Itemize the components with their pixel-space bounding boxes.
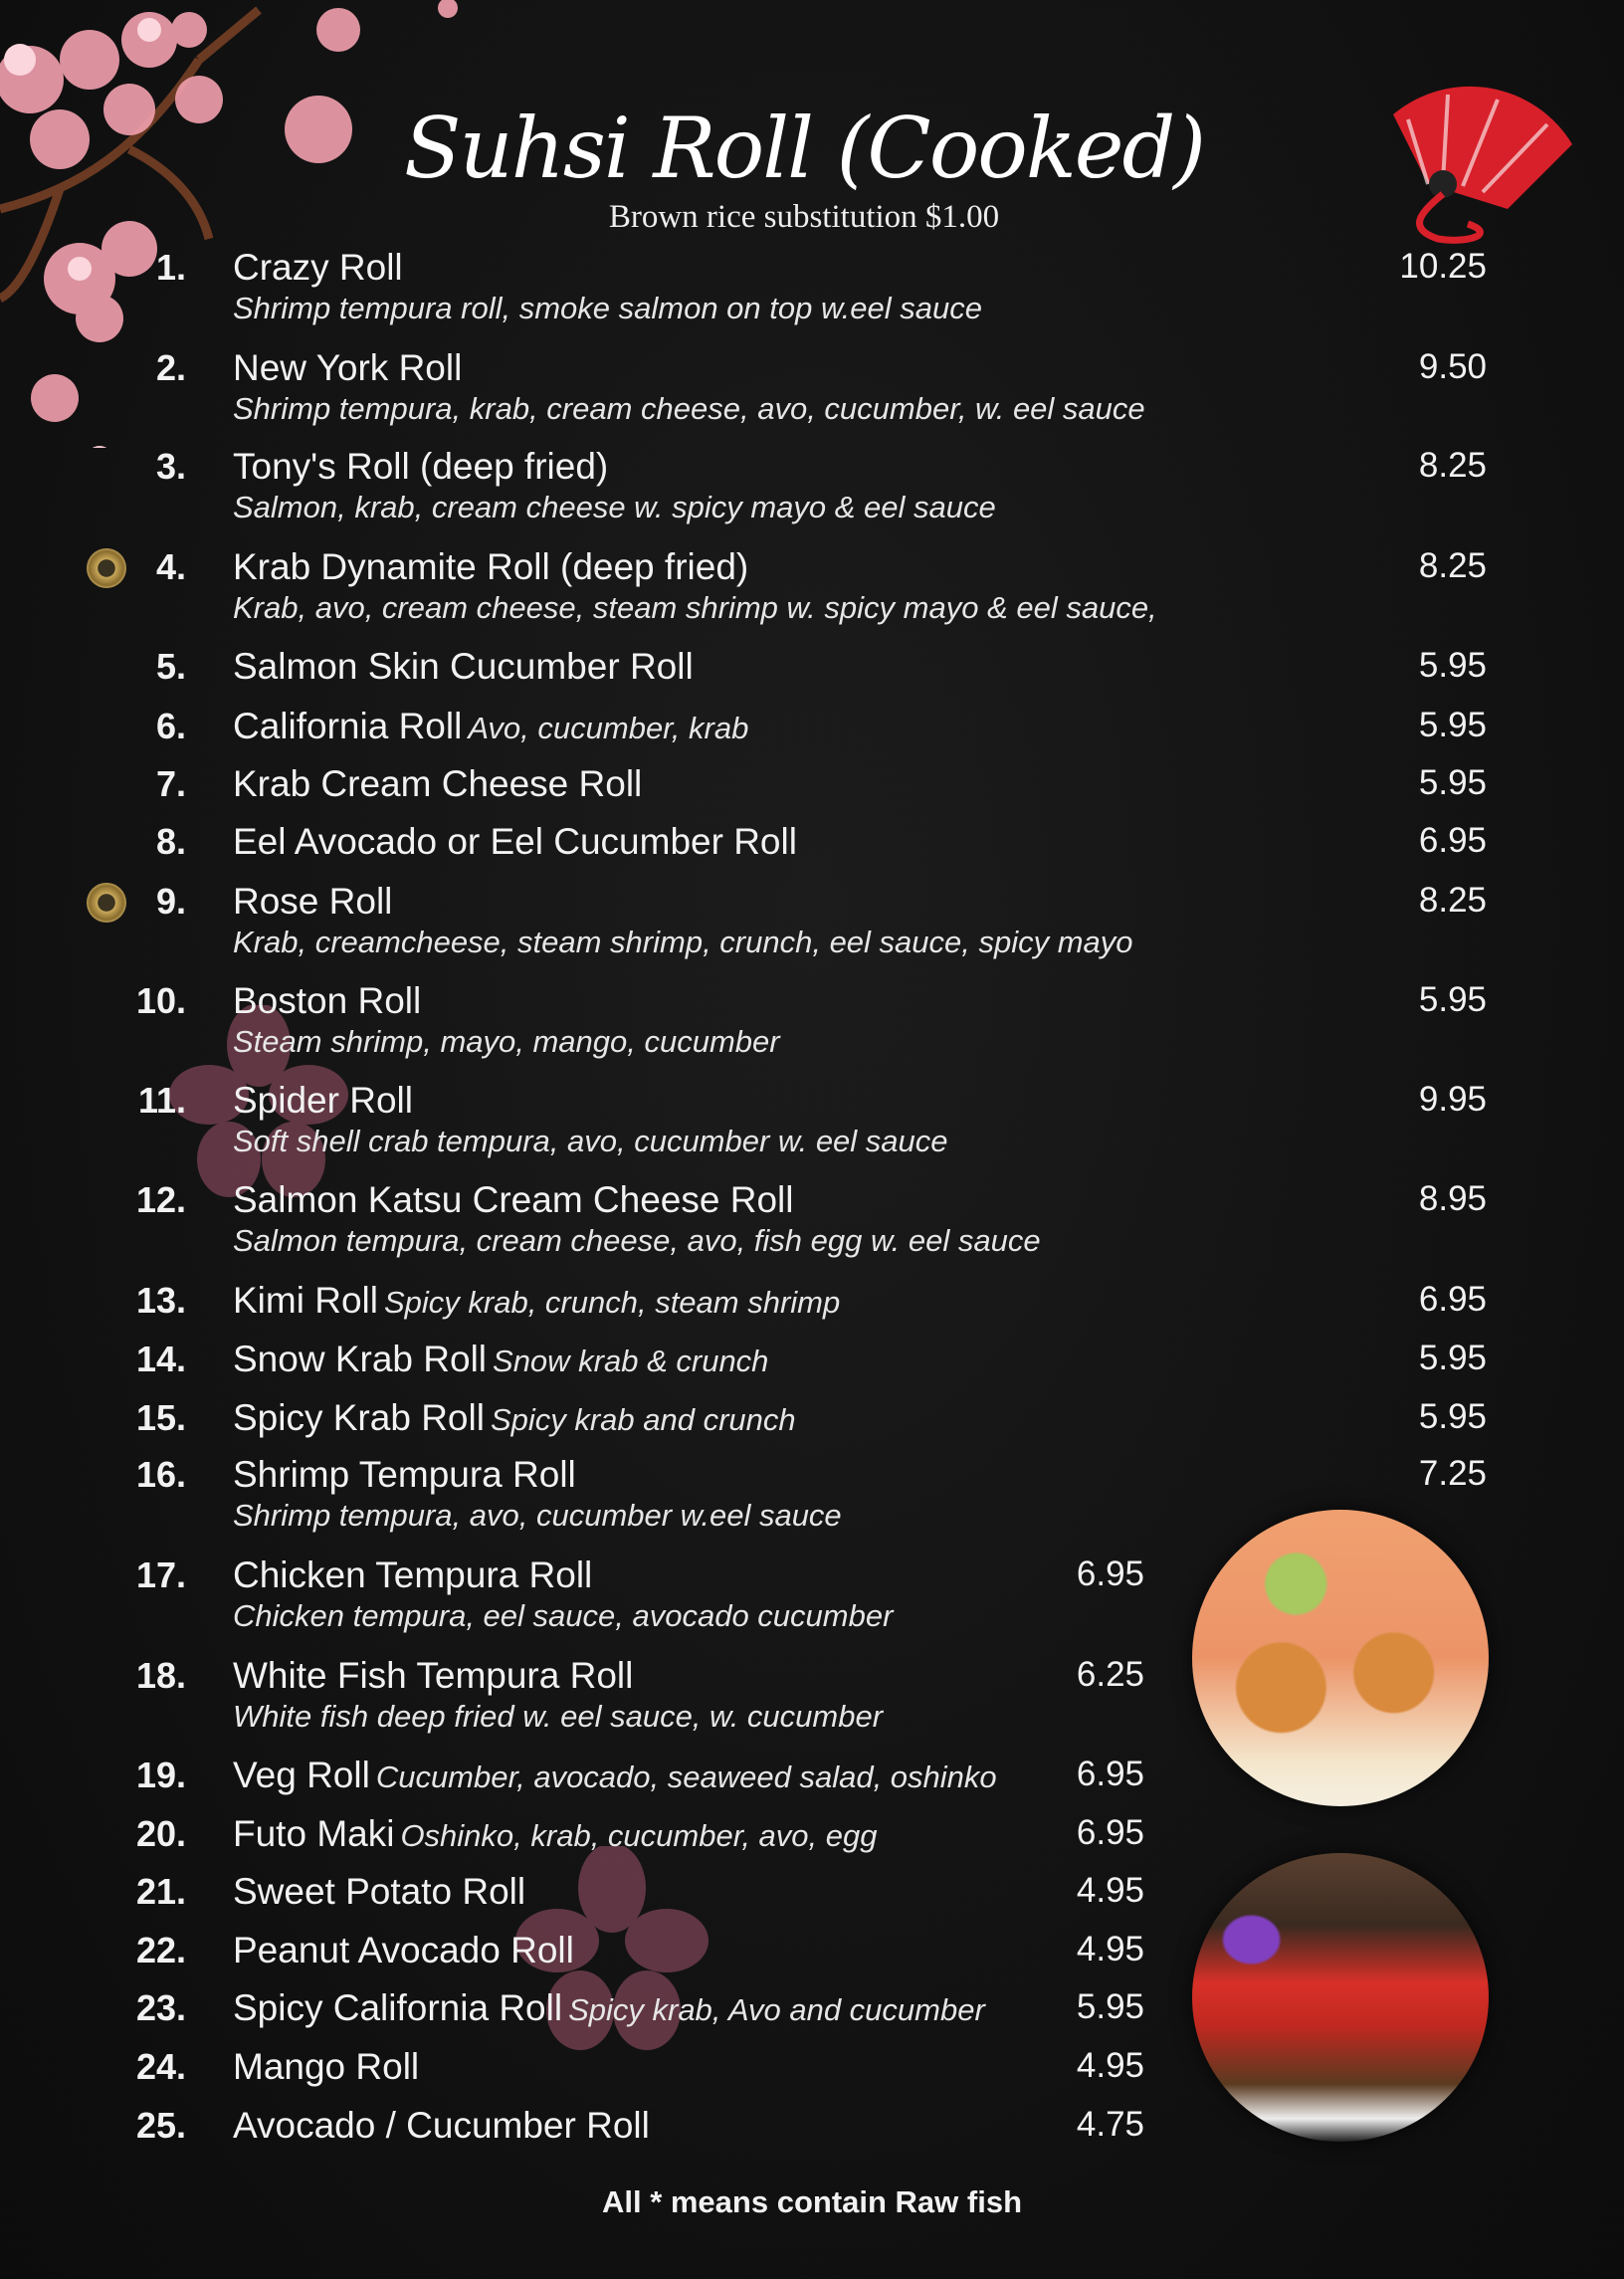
item-name [233, 247, 403, 289]
item-description: Shrimp tempura roll, smoke salmon on top w.eel sauce [233, 291, 982, 325]
item-description: Spicy krab and crunch [490, 1402, 796, 1437]
item-price: 7.25 [1418, 1454, 1487, 1493]
item-description: Cucumber, avocado, seaweed salad, oshinko [375, 1760, 997, 1794]
item-name [233, 1871, 525, 1913]
item-description: Salmon tempura, cream cheese, avo, fish egg w. eel sauce [233, 1223, 1041, 1258]
item-name-text: Futo Maki [233, 1813, 395, 1854]
item-name-text: Salmon Skin Cucumber Roll [233, 646, 694, 687]
item-name-text: Sweet Potato Roll [233, 1871, 526, 1912]
item-number: 18. [135, 1655, 186, 1696]
item-price: 6.95 [1418, 821, 1487, 860]
item-description: Krab, creamcheese, steam shrimp, crunch, eel sauce, spicy mayo [233, 925, 1133, 959]
item-name-text: White Fish Tempura Roll [233, 1655, 634, 1696]
item-number: 15. [135, 1397, 186, 1438]
item-price: 4.75 [1076, 2105, 1144, 2144]
item-description: Chicken tempura, eel sauce, avocado cucumber [233, 1598, 894, 1633]
item-description: Shrimp tempura, krab, cream cheese, avo, cucumber, w. eel sauce [233, 391, 1145, 426]
sushi-photo-tuna-roll [1192, 1853, 1489, 2142]
item-number: 7. [155, 763, 186, 804]
item-name [233, 1280, 840, 1322]
item-name-text: Eel Avocado or Eel Cucumber Roll [233, 821, 797, 862]
item-name-text: Kimi Roll [233, 1280, 378, 1321]
sushi-photo-salmon-roll [1192, 1510, 1489, 1806]
item-name-text: New York Roll [233, 347, 463, 388]
item-name-text: Boston Roll [233, 980, 422, 1021]
item-name-text: Spicy California Roll [233, 1987, 563, 2028]
item-name-text: Crazy Roll [233, 247, 403, 288]
item-description: Oshinko, krab, cucumber, avo, egg [400, 1818, 878, 1853]
item-number: 24. [135, 2046, 186, 2087]
item-name-text: Shrimp Tempura Roll [233, 1454, 576, 1495]
raw-fish-note: All * means contain Raw fish [601, 2184, 1023, 2219]
item-price: 5.95 [1418, 1339, 1487, 1377]
item-number: 6. [155, 706, 186, 746]
item-name-text: Spicy Krab Roll [233, 1397, 485, 1438]
item-number: 3. [155, 446, 186, 487]
item-name-text: Salmon Katsu Cream Cheese Roll [233, 1179, 794, 1220]
item-number: 9. [155, 881, 186, 922]
item-name [233, 2105, 650, 2147]
item-price: 4.95 [1076, 2046, 1144, 2085]
item-number: 22. [135, 1930, 186, 1970]
item-name-text: Chicken Tempura Roll [233, 1554, 593, 1595]
item-name [233, 546, 748, 588]
item-price: 5.95 [1076, 1987, 1144, 2026]
item-price: 8.25 [1418, 446, 1487, 485]
item-price: 10.25 [1399, 247, 1487, 286]
brown-rice-note: Brown rice substitution $1.00 [608, 199, 1000, 235]
item-price: 4.95 [1076, 1871, 1144, 1910]
item-number: 25. [135, 2105, 186, 2146]
item-number: 20. [135, 1813, 186, 1854]
item-name-text: Veg Roll [233, 1755, 370, 1795]
item-price: 6.95 [1076, 1813, 1144, 1852]
item-name [233, 1080, 413, 1122]
item-name [233, 1179, 793, 1221]
item-number: 10. [135, 980, 186, 1021]
item-name [233, 821, 797, 863]
item-price: 4.95 [1076, 1930, 1144, 1968]
item-name [233, 1813, 877, 1855]
item-name [233, 881, 392, 923]
item-price: 8.25 [1418, 546, 1487, 585]
item-description: Soft shell crab tempura, avo, cucumber w. eel sauce [233, 1124, 948, 1158]
item-price: 8.25 [1418, 881, 1487, 920]
item-name-text: Mango Roll [233, 2046, 420, 2087]
item-price: 5.95 [1418, 706, 1487, 744]
item-price: 5.95 [1418, 646, 1487, 685]
item-description: Spicy krab, Avo and cucumber [568, 1992, 985, 2027]
item-description: Steam shrimp, mayo, mango, cucumber [233, 1024, 780, 1059]
item-number: 11. [137, 1080, 186, 1121]
coin-icon [87, 883, 126, 923]
item-description: White fish deep fried w. eel sauce, w. cucumber [233, 1699, 884, 1734]
item-number: 13. [135, 1280, 186, 1321]
item-name-text: Snow Krab Roll [233, 1339, 488, 1379]
item-price: 5.95 [1418, 980, 1487, 1019]
item-price: 5.95 [1418, 1397, 1487, 1436]
item-name [233, 446, 608, 488]
item-name [233, 1987, 985, 2029]
item-price: 9.50 [1418, 347, 1487, 386]
item-name [233, 980, 421, 1022]
item-number: 23. [135, 1987, 186, 2028]
item-number: 5. [155, 646, 186, 687]
item-name [233, 706, 748, 747]
page-title: Suhsi Roll (Cooked) [403, 100, 1204, 197]
item-number: 14. [135, 1339, 186, 1379]
item-name [233, 347, 462, 389]
item-name-text: Krab Dynamite Roll (deep fried) [233, 546, 749, 587]
item-number: 8. [155, 821, 186, 862]
item-price: 8.95 [1418, 1179, 1487, 1218]
item-description: Avo, cucumber, krab [468, 711, 749, 745]
item-price: 6.95 [1076, 1554, 1144, 1593]
item-name [233, 1930, 574, 1971]
item-number: 1. [155, 247, 186, 288]
item-name-text: Rose Roll [233, 881, 393, 922]
item-number: 12. [135, 1179, 186, 1220]
item-number: 19. [135, 1755, 186, 1795]
item-name [233, 1554, 592, 1596]
item-price: 6.25 [1076, 1655, 1144, 1694]
item-number: 2. [155, 347, 186, 388]
item-name-text: Krab Cream Cheese Roll [233, 763, 643, 804]
item-name-text: Avocado / Cucumber Roll [233, 2105, 650, 2146]
item-name [233, 1454, 576, 1496]
item-name [233, 2046, 419, 2088]
item-number: 17. [135, 1554, 186, 1595]
item-description: Shrimp tempura, avo, cucumber w.eel sauce [233, 1498, 842, 1533]
item-name-text: California Roll [233, 706, 463, 746]
item-name [233, 1397, 796, 1439]
item-name [233, 646, 694, 688]
item-price: 6.95 [1418, 1280, 1487, 1319]
item-price: 5.95 [1418, 763, 1487, 802]
item-name-text: Spider Roll [233, 1080, 413, 1121]
item-description: Spicy krab, crunch, steam shrimp [383, 1285, 841, 1320]
item-price: 9.95 [1418, 1080, 1487, 1119]
coin-icon [87, 548, 126, 588]
item-description: Snow krab & crunch [493, 1344, 769, 1378]
item-name [233, 763, 642, 805]
item-name [233, 1339, 768, 1380]
item-name [233, 1655, 633, 1697]
item-price: 6.95 [1076, 1755, 1144, 1793]
item-name-text: Peanut Avocado Roll [233, 1930, 574, 1970]
item-description: Krab, avo, cream cheese, steam shrimp w. spicy mayo & eel sauce, [233, 590, 1157, 625]
item-number: 21. [135, 1871, 186, 1912]
item-number: 16. [135, 1454, 186, 1495]
item-description: Salmon, krab, cream cheese w. spicy mayo & eel sauce [233, 490, 996, 524]
item-number: 4. [155, 546, 186, 587]
item-name-text: Tony's Roll (deep fried) [233, 446, 609, 487]
item-name [233, 1755, 997, 1796]
